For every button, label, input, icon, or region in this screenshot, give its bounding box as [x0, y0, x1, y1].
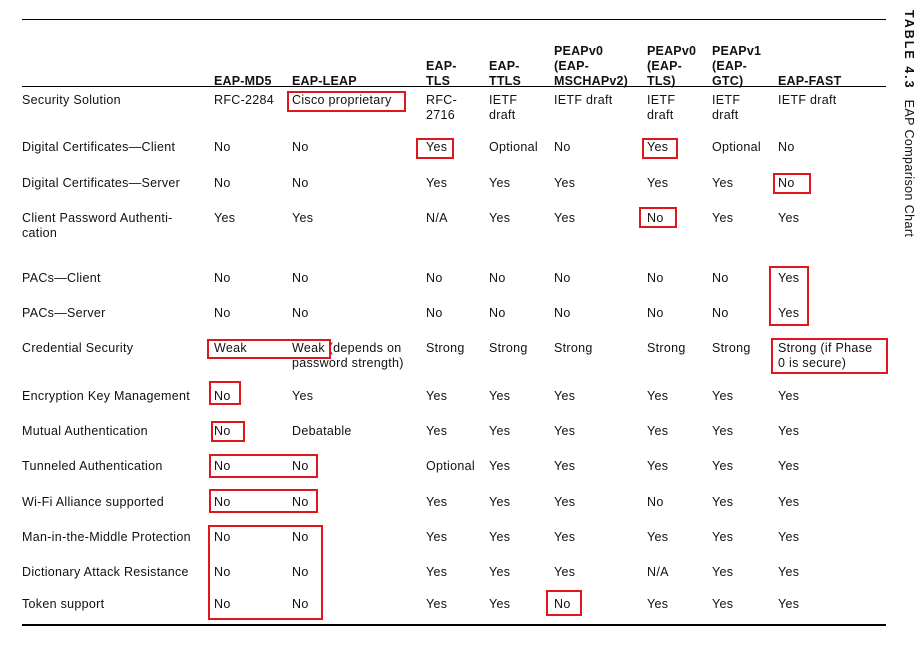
- table-cell: [554, 93, 613, 108]
- table-cell: [778, 459, 799, 474]
- row-label-line: Digital Certificates—Server: [22, 176, 181, 190]
- row-label: [22, 597, 104, 612]
- highlight-box: [287, 91, 406, 112]
- table-cell: [426, 530, 447, 545]
- table-cell: [712, 271, 729, 286]
- cell-line: No: [712, 306, 729, 320]
- row-label-line: Wi-Fi Alliance supported: [22, 495, 164, 509]
- table-cell: [647, 597, 668, 612]
- cell-line: Yes: [489, 424, 511, 438]
- highlight-box: [211, 421, 245, 442]
- cell-line: Yes: [489, 495, 511, 509]
- cell-line: Yes: [712, 597, 734, 611]
- cell-line: Yes: [554, 424, 576, 438]
- cell-line: No: [292, 306, 309, 320]
- cell-line: No: [214, 306, 231, 320]
- cell-line: Yes: [554, 459, 576, 473]
- column-header-line: PEAPv0: [647, 44, 697, 58]
- cell-line: No: [214, 389, 231, 403]
- row-label: [22, 211, 173, 241]
- cell-line: Yes: [489, 389, 511, 403]
- table-cell: [647, 306, 664, 321]
- table-cell: [292, 176, 309, 191]
- cell-line: Yes: [778, 530, 800, 544]
- cell-line: No: [214, 176, 231, 190]
- table-cell: [647, 341, 686, 356]
- cell-line: RFC-2284: [214, 93, 275, 107]
- cell-line: No: [554, 271, 571, 285]
- cell-line: Yes: [647, 140, 669, 154]
- cell-line: 0 is secure): [778, 356, 847, 370]
- row-label: [22, 424, 148, 439]
- cell-line: Optional: [489, 140, 538, 154]
- cell-line: No: [778, 140, 795, 154]
- table-cell: [554, 140, 571, 155]
- cell-line: No: [554, 140, 571, 154]
- column-header-line: MSCHAPv2): [554, 74, 629, 88]
- cell-line: Yes: [712, 565, 734, 579]
- cell-line: No: [214, 271, 231, 285]
- table-cell: [292, 306, 309, 321]
- column-header-line: EAP-LEAP: [292, 74, 357, 88]
- row-label: [22, 459, 163, 474]
- cell-line: Debatable: [292, 424, 352, 438]
- table-cell: [554, 306, 571, 321]
- cell-line: Cisco proprietary: [292, 93, 392, 107]
- row-label-line: PACs—Client: [22, 271, 101, 285]
- cell-line: No: [647, 495, 664, 509]
- cell-line: Yes: [554, 495, 576, 509]
- table-cell: [712, 341, 751, 356]
- table-cell: [489, 271, 506, 286]
- column-header: [489, 59, 521, 89]
- cell-line: No: [489, 271, 506, 285]
- column-header-line: EAP-MD5: [214, 74, 272, 88]
- table-cell: [292, 140, 309, 155]
- table-cell: [214, 211, 235, 226]
- cell-line: No: [712, 271, 729, 285]
- cell-line: Yes: [426, 530, 448, 544]
- cell-line: No: [292, 176, 309, 190]
- highlight-box: [416, 138, 454, 159]
- cell-line: Yes: [489, 565, 511, 579]
- highlight-box: [642, 138, 678, 159]
- row-label-line: Mutual Authentication: [22, 424, 148, 438]
- cell-line: Yes: [292, 211, 314, 225]
- cell-line: Yes: [712, 389, 734, 403]
- table-cell: [554, 341, 593, 356]
- column-header-line: (EAP-: [712, 59, 748, 73]
- table-cell: [426, 459, 475, 474]
- row-label-line: Dictionary Attack Resistance: [22, 565, 189, 579]
- cell-line: Yes: [489, 176, 511, 190]
- cell-line: Yes: [426, 389, 448, 403]
- cell-line: Yes: [426, 495, 448, 509]
- cell-line: password strength): [292, 356, 404, 370]
- table-cell: [778, 530, 799, 545]
- table-cell: [214, 271, 231, 286]
- table-cell: [554, 211, 575, 226]
- cell-line: No: [647, 211, 664, 225]
- row-label-line: Tunneled Authentication: [22, 459, 163, 473]
- highlight-box: [771, 338, 888, 374]
- cell-line: Yes: [778, 597, 800, 611]
- top-rule: [22, 19, 886, 20]
- row-label: [22, 93, 121, 108]
- table-cell: [489, 597, 510, 612]
- table-cell: [554, 424, 575, 439]
- cell-line: Strong: [712, 341, 751, 355]
- cell-line: IETF: [712, 93, 741, 107]
- cell-line: Optional: [712, 140, 761, 154]
- cell-line: Yes: [647, 176, 669, 190]
- table-cell: [426, 176, 447, 191]
- cell-line: Yes: [647, 597, 669, 611]
- column-header: [554, 44, 628, 89]
- cell-line: Strong (if Phase: [778, 341, 873, 355]
- cell-line: Strong: [489, 341, 528, 355]
- cell-line: No: [214, 597, 231, 611]
- cell-line: Yes: [778, 271, 800, 285]
- table-cell: [426, 93, 457, 123]
- table-cell: [647, 271, 664, 286]
- cell-line: No: [214, 565, 231, 579]
- cell-line: IETF: [647, 93, 676, 107]
- column-header-line: TLS): [647, 74, 676, 88]
- cell-line: draft: [712, 108, 739, 122]
- table-cell: [426, 306, 443, 321]
- cell-line: Yes: [554, 389, 576, 403]
- table-cell: [712, 140, 761, 155]
- highlight-box: [207, 339, 331, 359]
- table-cell: [489, 389, 510, 404]
- highlight-box: [209, 454, 318, 478]
- table-cell: [426, 341, 465, 356]
- table-cell: [647, 530, 668, 545]
- table-cell: [778, 93, 837, 108]
- row-label-line: Security Solution: [22, 93, 121, 107]
- table-cell: [489, 459, 510, 474]
- cell-line: Weak (depends on: [292, 341, 402, 355]
- table-cell: [489, 211, 510, 226]
- cell-line: Yes: [489, 211, 511, 225]
- cell-line: Yes: [778, 459, 800, 473]
- cell-line: Yes: [426, 140, 448, 154]
- table-cell: [489, 565, 510, 580]
- cell-line: Yes: [778, 565, 800, 579]
- table-cell: [712, 424, 733, 439]
- table-cell: [778, 597, 799, 612]
- row-label-line: Credential Security: [22, 341, 134, 355]
- table-cell: [712, 565, 733, 580]
- cell-line: Yes: [426, 597, 448, 611]
- cell-line: Yes: [778, 389, 800, 403]
- row-label: [22, 176, 180, 191]
- cell-line: No: [214, 459, 231, 473]
- column-header-line: EAP-: [489, 59, 520, 73]
- column-header-line: (EAP-: [554, 59, 590, 73]
- cell-line: No: [292, 597, 309, 611]
- table-cell: [647, 389, 668, 404]
- table-cell: [712, 495, 733, 510]
- table-cell: [647, 176, 668, 191]
- cell-line: Yes: [292, 389, 314, 403]
- cell-line: 2716: [426, 108, 456, 122]
- column-header-line: GTC): [712, 74, 744, 88]
- column-header: [647, 44, 696, 89]
- highlight-box: [769, 266, 809, 326]
- table-cell: [489, 424, 510, 439]
- caption-title: EAP Comparison Chart: [902, 99, 916, 238]
- column-header-line: EAP-FAST: [778, 74, 842, 88]
- row-label-line: Client Password Authenti-: [22, 211, 173, 225]
- table-cell: [489, 140, 538, 155]
- table-cell: [712, 459, 733, 474]
- row-label-line: Man-in-the-Middle Protection: [22, 530, 191, 544]
- table-cell: [554, 495, 575, 510]
- row-label-line: Token support: [22, 597, 105, 611]
- table-cell: [426, 495, 447, 510]
- cell-line: No: [554, 306, 571, 320]
- cell-line: Yes: [554, 530, 576, 544]
- table-cell: [426, 424, 447, 439]
- cell-line: No: [292, 495, 309, 509]
- row-label: [22, 495, 164, 510]
- table-cell: [778, 211, 799, 226]
- column-header-line: (EAP-: [647, 59, 683, 73]
- cell-line: No: [292, 140, 309, 154]
- row-label-line: cation: [22, 226, 58, 240]
- table-cell: [426, 565, 447, 580]
- table-cell: [426, 597, 447, 612]
- cell-line: Yes: [778, 211, 800, 225]
- cell-line: Weak: [214, 341, 247, 355]
- cell-line: Yes: [712, 495, 734, 509]
- column-header-line: TTLS: [489, 74, 522, 88]
- table-cell: [426, 211, 448, 226]
- column-header-line: PEAPv1: [712, 44, 762, 58]
- table-cell: [647, 459, 668, 474]
- cell-line: Yes: [426, 176, 448, 190]
- cell-line: IETF draft: [778, 93, 837, 107]
- highlight-box: [209, 381, 241, 405]
- cell-line: Yes: [489, 530, 511, 544]
- row-label: [22, 565, 189, 580]
- cell-line: Yes: [647, 389, 669, 403]
- table-cell: [778, 424, 799, 439]
- column-header: [712, 44, 761, 89]
- cell-line: Yes: [489, 597, 511, 611]
- cell-line: No: [292, 459, 309, 473]
- table-cell: [554, 459, 575, 474]
- cell-line: Yes: [426, 565, 448, 579]
- cell-line: No: [426, 306, 443, 320]
- cell-line: draft: [647, 108, 674, 122]
- cell-line: Yes: [489, 459, 511, 473]
- table-cell: [214, 306, 231, 321]
- table-cell: [292, 389, 313, 404]
- table-cell: [489, 176, 510, 191]
- table-cell: [712, 530, 733, 545]
- cell-line: Yes: [554, 565, 576, 579]
- table-cell: [712, 597, 733, 612]
- table-cell: [712, 211, 733, 226]
- table-cell: [647, 565, 669, 580]
- table-cell: [554, 389, 575, 404]
- column-header-line: TLS: [426, 74, 451, 88]
- column-header-line: EAP-: [426, 59, 457, 73]
- column-header: [426, 59, 457, 89]
- cell-line: IETF draft: [554, 93, 613, 107]
- cell-line: Yes: [426, 424, 448, 438]
- table-cell: [778, 389, 799, 404]
- table-cell: [647, 93, 675, 123]
- cell-line: Yes: [778, 424, 800, 438]
- cell-line: Yes: [647, 459, 669, 473]
- column-header-line: PEAPv0: [554, 44, 604, 58]
- cell-line: Yes: [712, 424, 734, 438]
- cell-line: Yes: [647, 424, 669, 438]
- table-cell: [554, 565, 575, 580]
- highlight-box: [546, 590, 582, 616]
- row-label: [22, 341, 133, 356]
- table-cell: [647, 424, 668, 439]
- table-cell: [489, 93, 517, 123]
- table-caption: [902, 10, 916, 237]
- cell-line: No: [292, 271, 309, 285]
- table-cell: [554, 176, 575, 191]
- cell-line: N/A: [647, 565, 669, 579]
- cell-line: RFC-: [426, 93, 458, 107]
- table-cell: [489, 495, 510, 510]
- cell-line: No: [214, 495, 231, 509]
- cell-line: No: [292, 530, 309, 544]
- table-cell: [647, 495, 664, 510]
- cell-line: Yes: [778, 306, 800, 320]
- table-cell: [426, 389, 447, 404]
- cell-line: No: [214, 140, 231, 154]
- row-label: [22, 140, 175, 155]
- cell-line: Yes: [712, 176, 734, 190]
- cell-line: No: [214, 530, 231, 544]
- table-cell: [489, 341, 528, 356]
- table-cell: [778, 495, 799, 510]
- cell-line: IETF: [489, 93, 518, 107]
- cell-line: Yes: [712, 211, 734, 225]
- cell-line: No: [292, 565, 309, 579]
- cell-line: draft: [489, 108, 516, 122]
- table-cell: [712, 176, 733, 191]
- table-cell: [778, 565, 799, 580]
- table-cell: [292, 424, 352, 439]
- table-cell: [426, 271, 443, 286]
- table-cell: [712, 306, 729, 321]
- table-cell: [778, 140, 795, 155]
- table-cell: [292, 211, 313, 226]
- cell-line: Strong: [554, 341, 593, 355]
- table-cell: [214, 140, 231, 155]
- column-header: [214, 74, 272, 89]
- cell-line: Yes: [712, 530, 734, 544]
- row-label: [22, 306, 106, 321]
- cell-line: Strong: [426, 341, 465, 355]
- cell-line: Yes: [647, 530, 669, 544]
- table-cell: [554, 530, 575, 545]
- table-cell: [214, 93, 274, 108]
- highlight-box: [773, 173, 811, 194]
- row-label-line: PACs—Server: [22, 306, 106, 320]
- cell-line: N/A: [426, 211, 448, 225]
- cell-line: No: [489, 306, 506, 320]
- cell-line: Optional: [426, 459, 475, 473]
- table-cell: [292, 271, 309, 286]
- cell-line: Yes: [554, 176, 576, 190]
- caption-number: TABLE 4.3: [902, 10, 916, 90]
- row-label: [22, 389, 190, 404]
- cell-line: No: [554, 597, 571, 611]
- column-header: [292, 74, 357, 89]
- highlight-box: [639, 207, 677, 228]
- highlight-box: [209, 489, 318, 513]
- cell-line: Yes: [712, 459, 734, 473]
- table-cell: [712, 93, 740, 123]
- row-label: [22, 530, 191, 545]
- table-cell: [712, 389, 733, 404]
- cell-line: No: [647, 271, 664, 285]
- bottom-rule: [22, 624, 886, 626]
- row-label: [22, 271, 101, 286]
- cell-line: No: [214, 424, 231, 438]
- cell-line: No: [778, 176, 795, 190]
- column-header: [778, 74, 841, 89]
- row-label-line: Encryption Key Management: [22, 389, 191, 403]
- highlight-box: [208, 525, 323, 620]
- cell-line: Yes: [554, 211, 576, 225]
- table-cell: [489, 530, 510, 545]
- row-label-line: Digital Certificates—Client: [22, 140, 176, 154]
- table-cell: [554, 271, 571, 286]
- table-cell: [489, 306, 506, 321]
- cell-line: Yes: [778, 495, 800, 509]
- cell-line: Strong: [647, 341, 686, 355]
- table-cell: [214, 176, 231, 191]
- cell-line: No: [647, 306, 664, 320]
- cell-line: No: [426, 271, 443, 285]
- cell-line: Yes: [214, 211, 236, 225]
